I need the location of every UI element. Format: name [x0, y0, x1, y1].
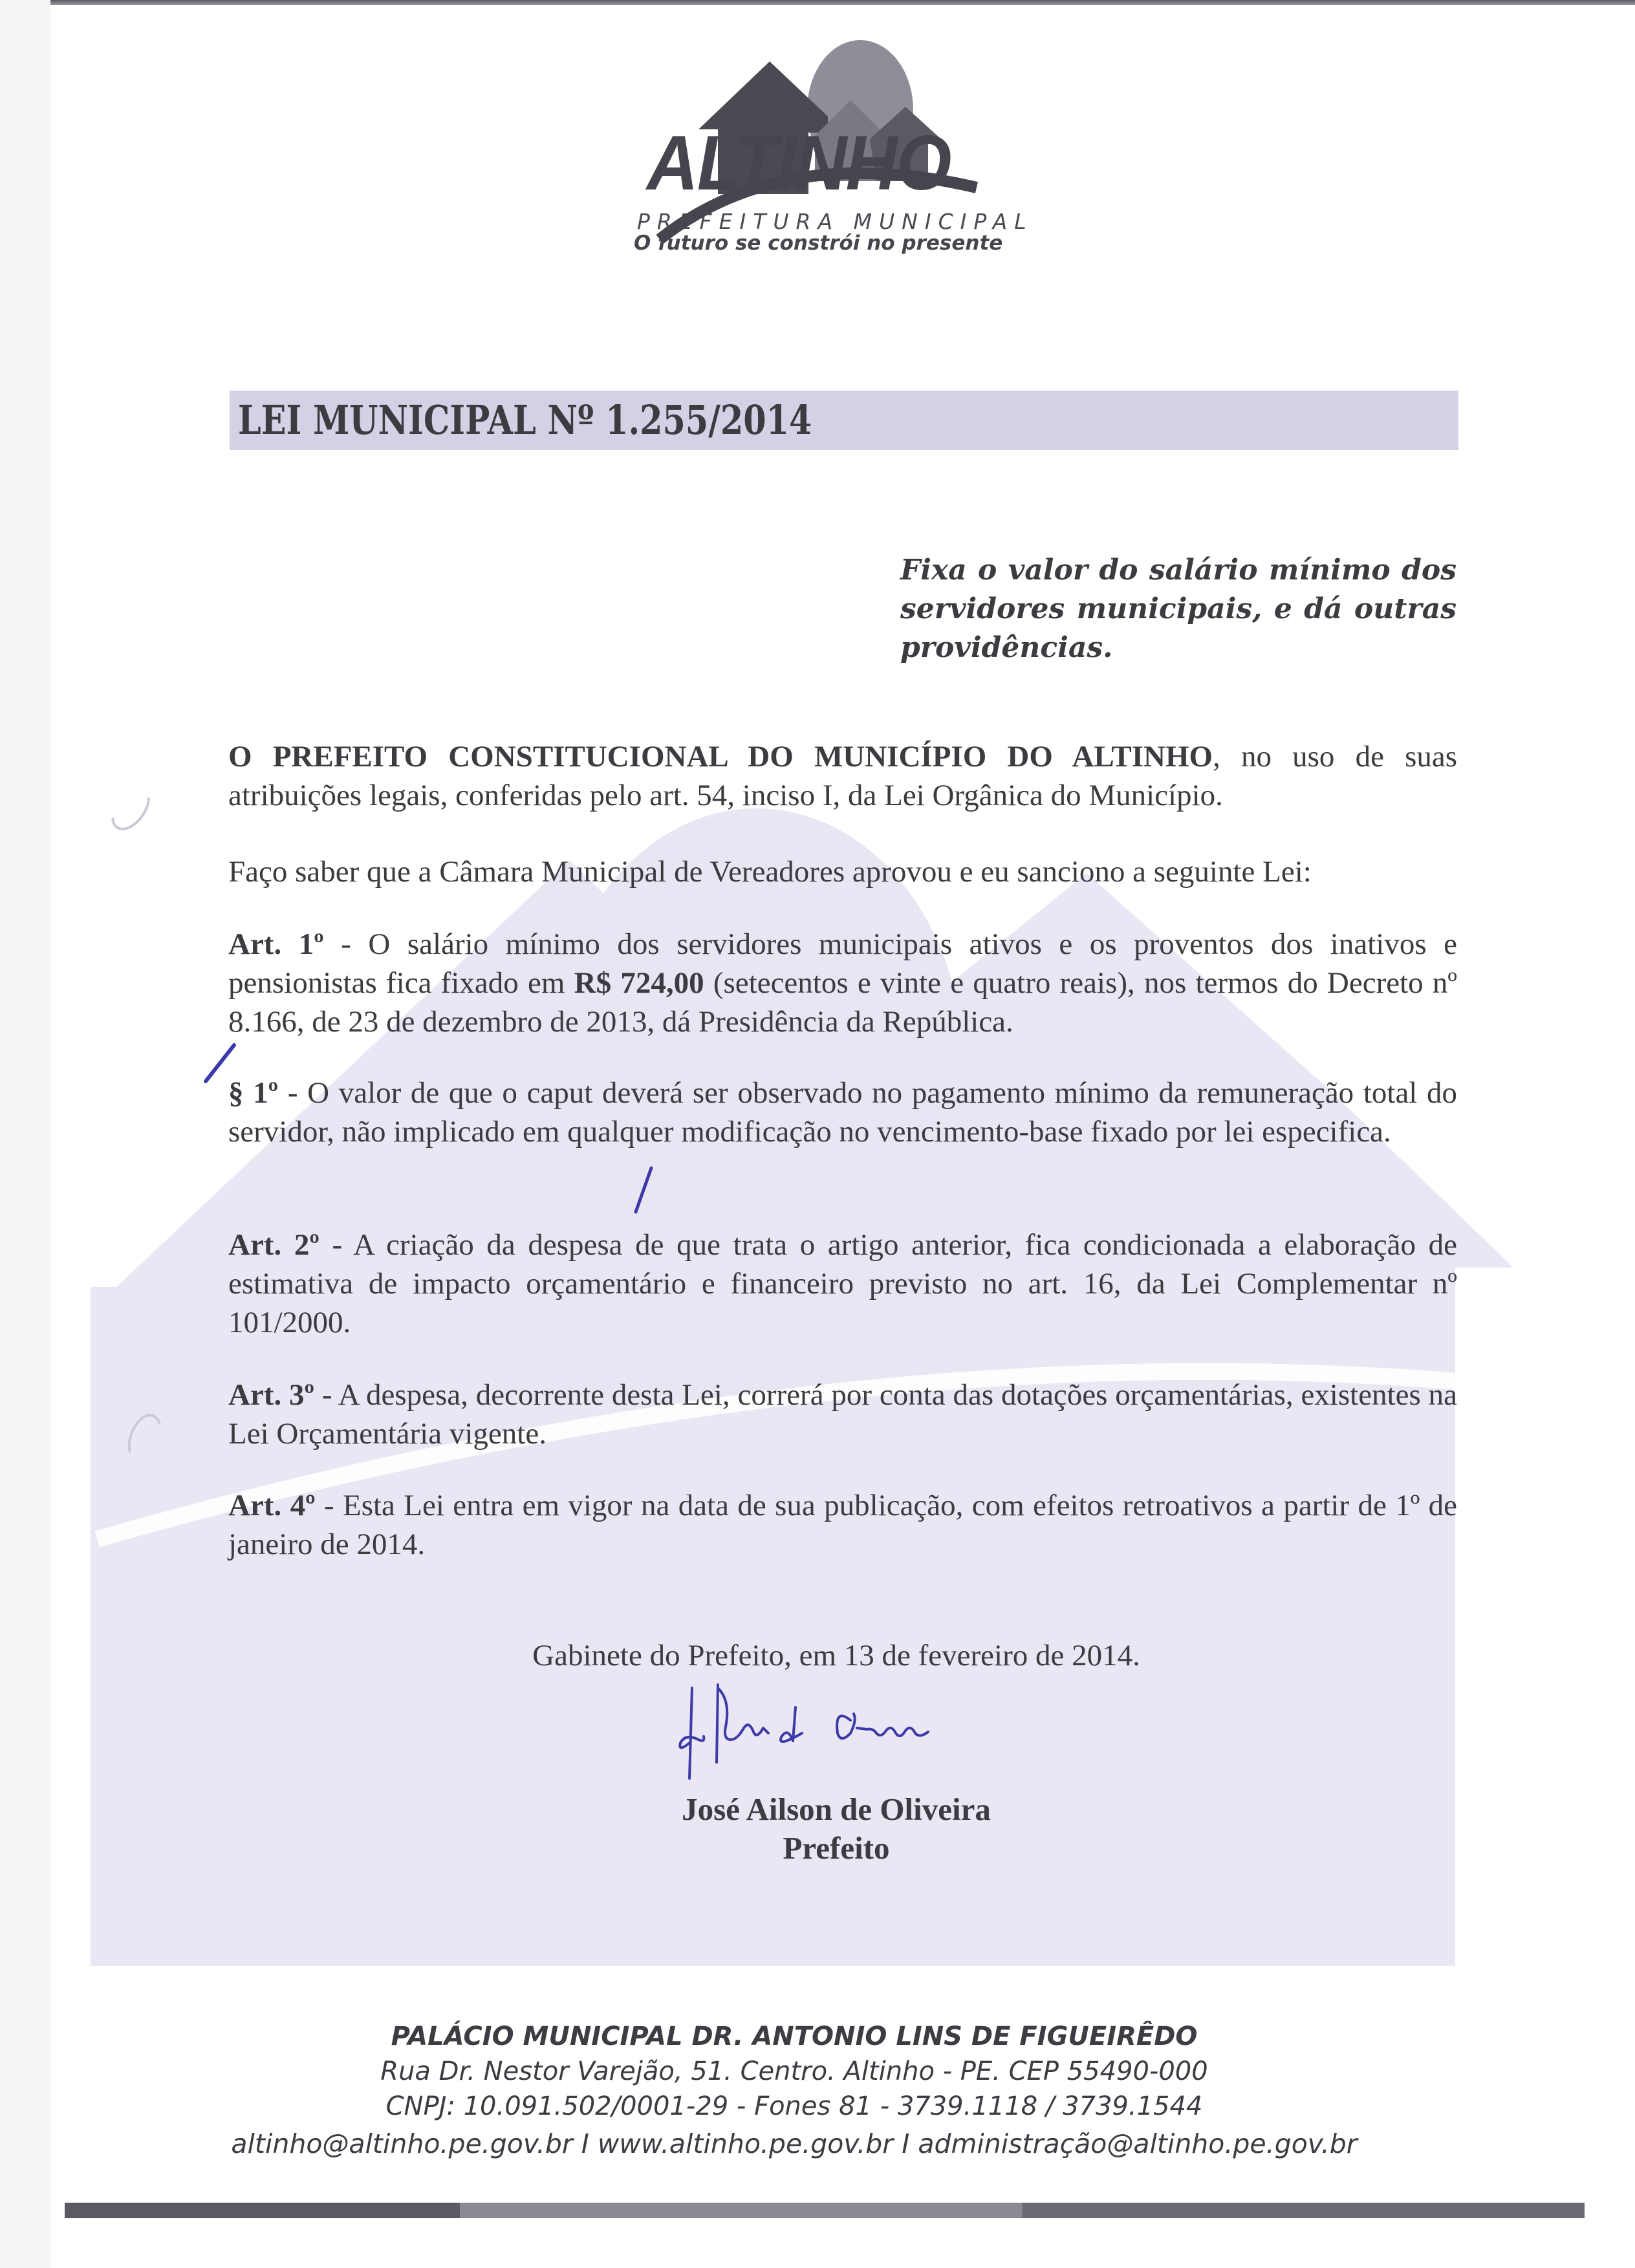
salary-amount: R$ 724,00: [574, 966, 704, 1000]
paragraph-1: [228, 1074, 1457, 1151]
page-title: LEI MUNICIPAL Nº 1.255/2014: [238, 396, 812, 444]
article-label: Art. 2º: [228, 1228, 319, 1262]
logo-wordmark: ALTINHO: [647, 120, 951, 206]
article-3: [228, 1376, 1457, 1453]
footer-building: PALÁCIO MUNICIPAL DR. ANTONIO LINS DE FIGUEIRÊDO: [391, 2022, 1198, 2051]
logo-subtitle: PREFEITURA MUNICIPAL: [637, 209, 1034, 234]
signer-role: Prefeito: [783, 1830, 890, 1866]
article-label: § 1º: [228, 1076, 279, 1110]
article-text: - O valor de que o caput deverá ser observado no pagamento mínimo da remuneração total do servidor, não implicado em qualquer modificação no vencimento-base fixado por lei especifica.: [228, 1076, 1458, 1149]
article-2: [228, 1226, 1457, 1342]
preamble-text: , no uso de suas atribuições legais, conferidas pelo art. 54, inciso I, da Lei Orgânica do Município.: [228, 740, 1458, 812]
handwritten-signature: [673, 1681, 957, 1785]
article-label: Art. 3º: [228, 1378, 315, 1412]
article-text: - A despesa, decorrente desta Lei, correrá por conta das dotações orçamentárias, existentes na Lei Orçamentária vigente.: [228, 1378, 1457, 1451]
preamble-authority: O PREFEITO CONSTITUCIONAL DO MUNICÍPIO DO ALTINHO: [228, 740, 1213, 773]
footer-contacts: CNPJ: 10.091.502/0001-29 - Fones 81 - 3739.1118 / 3739.1544: [385, 2091, 1203, 2121]
footer-bar: [65, 2203, 1585, 2218]
article-label: Art. 4º: [228, 1489, 316, 1522]
article-text: - O salário mínimo dos servidores municipais ativos e os proventos dos inativos e pensionistas fica fixado em: [228, 927, 1457, 1000]
pen-checkmark-icon: [631, 1164, 656, 1216]
preamble: [228, 737, 1457, 815]
enactment-clause: Faço saber que a Câmara Municipal de Vereadores aprovou e eu sanciono a seguinte Lei:: [228, 855, 1312, 889]
place-date: Gabinete do Prefeito, em 13 de fevereiro de 2014.: [532, 1639, 1140, 1672]
article-text: - A criação da despesa de que trata o artigo anterior, fica condicionada a elaboração de estimativa de impacto orçamentário e financeiro previsto no art. 16, da Lei Complementar nº 101/2000.: [228, 1228, 1457, 1339]
logo-tagline: O futuro se constrói no presente: [634, 232, 1003, 255]
article-4: [228, 1486, 1457, 1564]
footer-address: Rua Dr. Nestor Varejão, 51. Centro. Altinho - PE. CEP 55490-000: [380, 2057, 1208, 2086]
article-label: Art. 1º: [228, 927, 324, 961]
signer-name: José Ailson de Oliveira: [682, 1791, 991, 1827]
law-summary: Fixa o valor do salário mínimo dos servidores municipais, e dá outras providências.: [900, 554, 1456, 664]
article-text: - Esta Lei entra em vigor na data de sua publicação, com efeitos retroativos a partir de 1º de janeiro de 2014.: [228, 1489, 1458, 1561]
footer-links: altinho@altinho.pe.gov.br I www.altinho.pe.gov.br I administração@altinho.pe.gov.br: [231, 2128, 1358, 2159]
article-1: [228, 925, 1457, 1041]
article-text: (setecentos e vinte e quatro reais), nos termos do Decreto nº 8.166, de 23 de dezembro de 2013, dá Presidência da República.: [228, 966, 1457, 1039]
pen-checkmark-icon: [200, 1041, 239, 1086]
